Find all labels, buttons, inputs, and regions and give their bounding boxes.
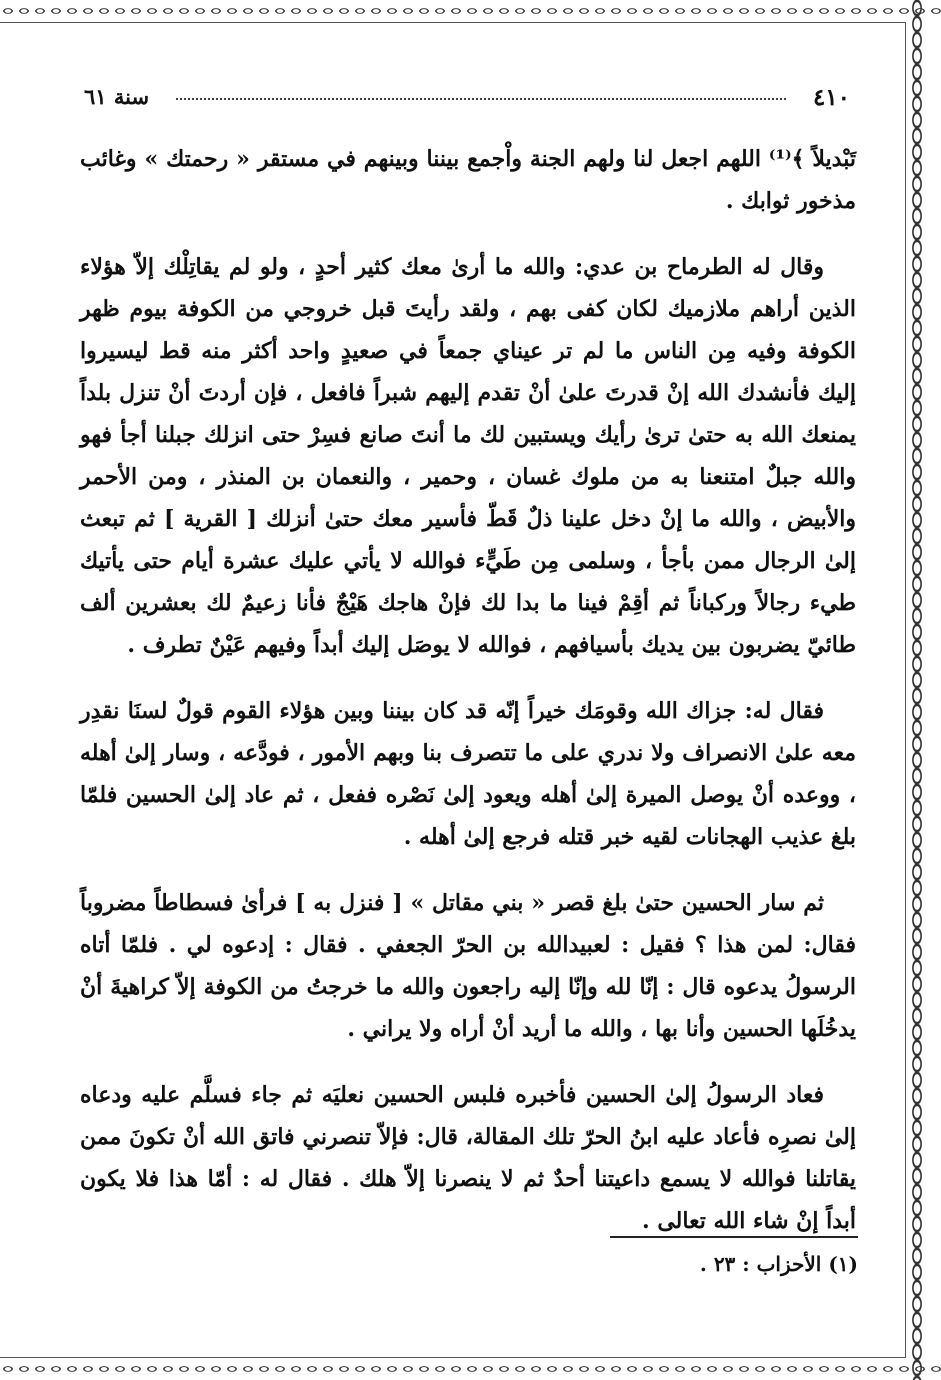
decorative-border-bottom [0,1358,941,1380]
body-text [80,138,856,1266]
border-rule-top [0,22,906,23]
running-head-year: سنة ٦١ [84,84,150,109]
paragraph-4: ثم سار الحسين حتىٰ بلغ قصر « بني مقاتل » [ فنزل به ] فرأىٰ فسطاطاً مضروباً فقال: لمن هذا ؟ فقيل : لعبيدالله بن الحرّ الجعفي . فقال : إدعوه لي . فلمّا أتاه الرسولُ يدعوه قال : إنّا لله وإنّا إليه راجعون والله ما خرجتُ من الكوفة إلاّ كراهيةَ أنْ يدخُلَها الحسين وأنا بها ، والله ما أريد أنْ أراه ولا يراني . [80,890,856,1042]
paragraph-3: فقال له: جزاك الله وقومَك خيراً إنّه قد كان بيننا وبين هؤلاء القوم قولٌ لسنَا نقدِر معه علىٰ الانصراف ولا ندري على ما تتصرف بنا وبهم الأمور ، فودَّعه ، وسار إلىٰ أهله ، ووعده أنْ يوصل الميرة إلىٰ أهله ويعود إلىٰ نَصْره ففعل ، ثم عاد إلىٰ الحسين فلمّا بلغ عذيب الهجانات لقيه خبر قتله فرجع إلىٰ أهله . [80,698,856,850]
page-number: ٤١٠ [812,84,850,111]
footnote-separator [610,1236,858,1238]
paragraph-1: تَبْديلاً ﴾⁽¹⁾ اللهم اجعل لنا ولهم الجنة واْجمع بيننا وبينهم في مستقر « رحمتك » وغائب مذخور ثوابك . [80,146,856,214]
page-header [84,84,850,120]
border-rule-bottom [0,1357,906,1358]
header-dotted-leader [176,98,786,100]
paragraph-2: وقال له الطرماح بن عدي: والله ما أرىٰ معك كثير أحدٍ ، ولو لم يقاتِلْك إلاّ هؤلاء الذين أراهم ملازميك لكان كفى بهم ، ولقد رأيتَ قبل خروجي من الكوفة بيوم ظهر الكوفة وفيه مِن الناس ما لم تر عيناي جمعاً في صعيدٍ واحد أكثر منه قط ليسيروا إليك فأنشدك الله إنْ قدرتَ علىٰ أنْ تقدم إليهم شبراً فافعل ، فإن أردتَ أنْ تنزل بلداً يمنعك الله به حتىٰ ترىٰ رأيك ويستبين لك ما أنتَ صانع فسِرْ حتى انزلك جبلنا أجأ فهو والله جبلٌ امتنعنا به من ملوك غسان ، وحمير ، والنعمان بن المنذر ، ومن الأحمر والأبيض ، والله ما إنْ دخل علينا ذلٌ قَطّ فأسير معك حتىٰ أنزلك [ القرية ] ثم تبعث إلىٰ الرجال ممن بأجأ ، وسلمى مِن طَيٍّء فوالله لا يأتي عليك عشرة أيام حتى يأتيك طيء رجالاً وركباناً ثم أقِمْ فينا ما بدا لك فإنْ هاجك هَيْجٌ فأنا زعيمٌ لك بعشرين ألف طائيّ يضربون بين يديك بأسيافهم ، فوالله لا يوصَل إليك أبداً وفيهم عَيْنٌ تطرف . [80,254,856,658]
border-rule-right [905,22,906,1358]
decorative-border-top [0,0,941,22]
footnote: (١) الأحزاب : ٢٣ . [699,1252,858,1276]
paragraph-5: فعاد الرسولُ إلىٰ الحسين فأخبره فلبس الحسين نعليَه ثم جاء فسلَّم عليه ودعاه إلىٰ نصرِه فأعاد عليه ابنُ الحرّ تلك المقالة، قال: فإلاّ تنصرني فاتق الله أنْ تكونَ ممن يقاتلنا فوالله لا يسمع داعيتنا أحدٌ ثم لا ينصرنا إلاّ هلك . فقال له : أمّا هذا فلا يكون أبداً إنْ شاء الله تعالى . [80,1082,856,1234]
decorative-border-right [906,0,928,1380]
